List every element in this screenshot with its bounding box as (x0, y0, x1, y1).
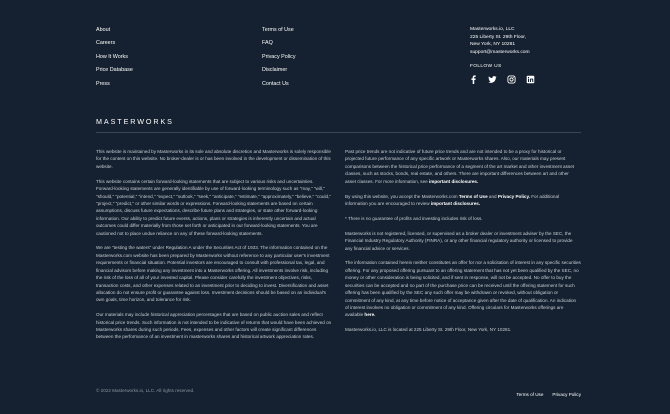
privacy-policy-inline-link[interactable]: Privacy Policy. (497, 193, 530, 199)
disclosure-paragraph (345, 193, 581, 208)
disclosure-text: and (487, 193, 498, 199)
press-link[interactable]: Press (96, 80, 110, 87)
disclosure-paragraph: This website contains certain forward-looking statements that are subject to various risks and uncertainties. Forward-looking statements are generally identifiable by use of forward-looking terminology such as "may," "will," "should," "potential," "intend," "expect," "outlook," "seek," "anticipate," "estimate," "approximately," "believe," "could," "project," "predict," or other similar words or expressions. Forward-looking statements are based on certain assumptions, discuss future expectations, describe future plans and strategies, or state other forward-looking information. Our ability to predict future events, actions, plans or strategies is inherently uncertain and actual outcomes could differ materially from those set forth or anticipated in our forward-looking statements. You are cautioned not to place undue reliance on any of these forward-looking statements. (96, 178, 331, 236)
price-database-link[interactable]: Price Database (96, 67, 133, 74)
disclosure-text: The information contained herein neither constitutes an offer for nor a solicitation of interest in any specific securities offering. For any proposed offering pursuant to an offering statement that has not yet been qualified by the SEC, no money or other consideration is being solicited, and if sent in response, will not be accepted. No offer to buy the securities can be accepted and no part of the purchase price can be received until the offering statement for such offering has been qualified by the SEC any such offer may be withdrawn or revoked, without obligation or commitment of any kind, at any time before notice of acceptance given after the date of qualification. An indication of interest involves no obligation or commitment of any kind. Offering circulars for Masterworks offerings are available (345, 260, 581, 318)
company-name: Masterworks.io, LLC (470, 27, 515, 32)
twitter-icon[interactable] (488, 75, 497, 84)
terms-of-use-inline-link[interactable]: Terms of Use (458, 193, 488, 199)
city-address: New York, NY 10281 (470, 42, 516, 47)
instagram-icon[interactable] (507, 75, 516, 84)
offering-circulars-link[interactable]: here. (364, 312, 376, 318)
contact-address (470, 26, 590, 56)
disclosure-text: Past price trends are not indicative of future price trends and are not intended to be a proxy for historical or projected future performance of any specific artwork or Masterworks shares. Also, our materials may present comparisons between the historical price performance of a segment of the art market and other investment asset classes, such as stocks, bonds, real estate, and others. There are important differences between art and other asset classes. For more information, see (345, 149, 575, 184)
support-email-link[interactable]: support@masterworks.com (470, 49, 530, 55)
disclosure-paragraph: This website is maintained by Masterworks in its sole and absolute discretion and Masterworks is solely responsible for the content on this website. No broker-dealer is or has been involved in the development or dissemination of this website. (96, 149, 331, 169)
street-address: 225 Liberty St. 29th Floor, (470, 34, 527, 40)
disclosures-left-column (96, 148, 332, 348)
facebook-icon[interactable] (469, 75, 478, 84)
social-links (469, 75, 535, 84)
copyright-text: © 2022 Masterworks.io, LLC. All rights reserved. (96, 388, 195, 393)
bottom-privacy-policy-link[interactable]: Privacy Policy (552, 392, 581, 397)
linkedin-icon[interactable] (526, 75, 535, 84)
bottom-terms-of-use-link[interactable]: Terms of Use (516, 392, 544, 397)
privacy-policy-link[interactable]: Privacy Policy (262, 53, 296, 60)
bottom-legal-links (516, 392, 581, 397)
disclosure-paragraph: Masterworks.io, LLC is located at 225 Liberty St. 29th Floor, New York, NY 10281. (345, 327, 512, 333)
careers-link[interactable]: Careers (96, 40, 116, 47)
disclosure-paragraph (345, 259, 581, 318)
how-it-works-link[interactable]: How It Works (96, 53, 128, 60)
terms-of-use-link[interactable]: Terms of Use (262, 27, 294, 33)
disclosure-paragraph: Masterworks is not registered, licensed, or supervised as a broker dealer or investment adviser by the SEC, the Financial Industry Regulatory Authority (FINRA), or any other financial regulatory authority or licensed to provide any financial advice or services. (345, 230, 573, 251)
masterworks-logo[interactable]: MASTERWORKS (96, 117, 174, 126)
disclosure-paragraph: Our materials may include historical appreciation percentages that are based on public auction sales and reflect historical price trends. Such information is not intended to be indicative of returns that would have been achieved on Masterworks shares during such periods. Fees, expenses and other factors will create significant differences between the performance of an investment in masterworks shares and historical artwork appreciation rates. (96, 312, 332, 340)
about-link[interactable]: About (96, 27, 111, 33)
important-disclosures-link[interactable]: important disclosures. (429, 178, 479, 184)
contact-us-link[interactable]: Contact Us (262, 80, 289, 87)
follow-us-label: FOLLOW US (470, 64, 502, 69)
footer-links-column-2 (262, 27, 296, 94)
disclosures-right-column (345, 148, 581, 341)
footer-links-column-1 (96, 27, 133, 94)
disclosure-paragraph: We are "testing the waters" under Regulation A under the Securities Act of 1933. The information contained on the Masterworks.com website has been prepared by Masterworks without reference to any particular user's investment requirements or financial situation. Potential investors are encouraged to consult with professional tax, legal, and financial advisors before making any investment into a Masterworks offering. All investments involve risk, including the risk of the loss of all of your invested capital. Please consider carefully the investment objectives, risks, transaction costs, and other expenses related to an investment prior to deciding to invest. Diversification and asset allocation do not ensure profit or guarantee against loss. Investment decisions should be based on an individual's own goals, time horizon, and tolerance for risk. (96, 245, 330, 303)
disclosure-paragraph: * There is no guarantee of profits and investing includes risk of loss. (345, 215, 483, 221)
faq-link[interactable]: FAQ (262, 40, 273, 47)
footer-divider (96, 132, 581, 133)
important-disclosures-link[interactable]: important disclosures. (430, 200, 481, 206)
disclosure-paragraph (345, 148, 581, 185)
disclosure-text: For additional information you are encouraged to review (345, 193, 560, 206)
disclaimer-link[interactable]: Disclaimer (262, 67, 288, 74)
disclosure-text: By using this website, you accept the Masterworks.com (345, 193, 459, 199)
